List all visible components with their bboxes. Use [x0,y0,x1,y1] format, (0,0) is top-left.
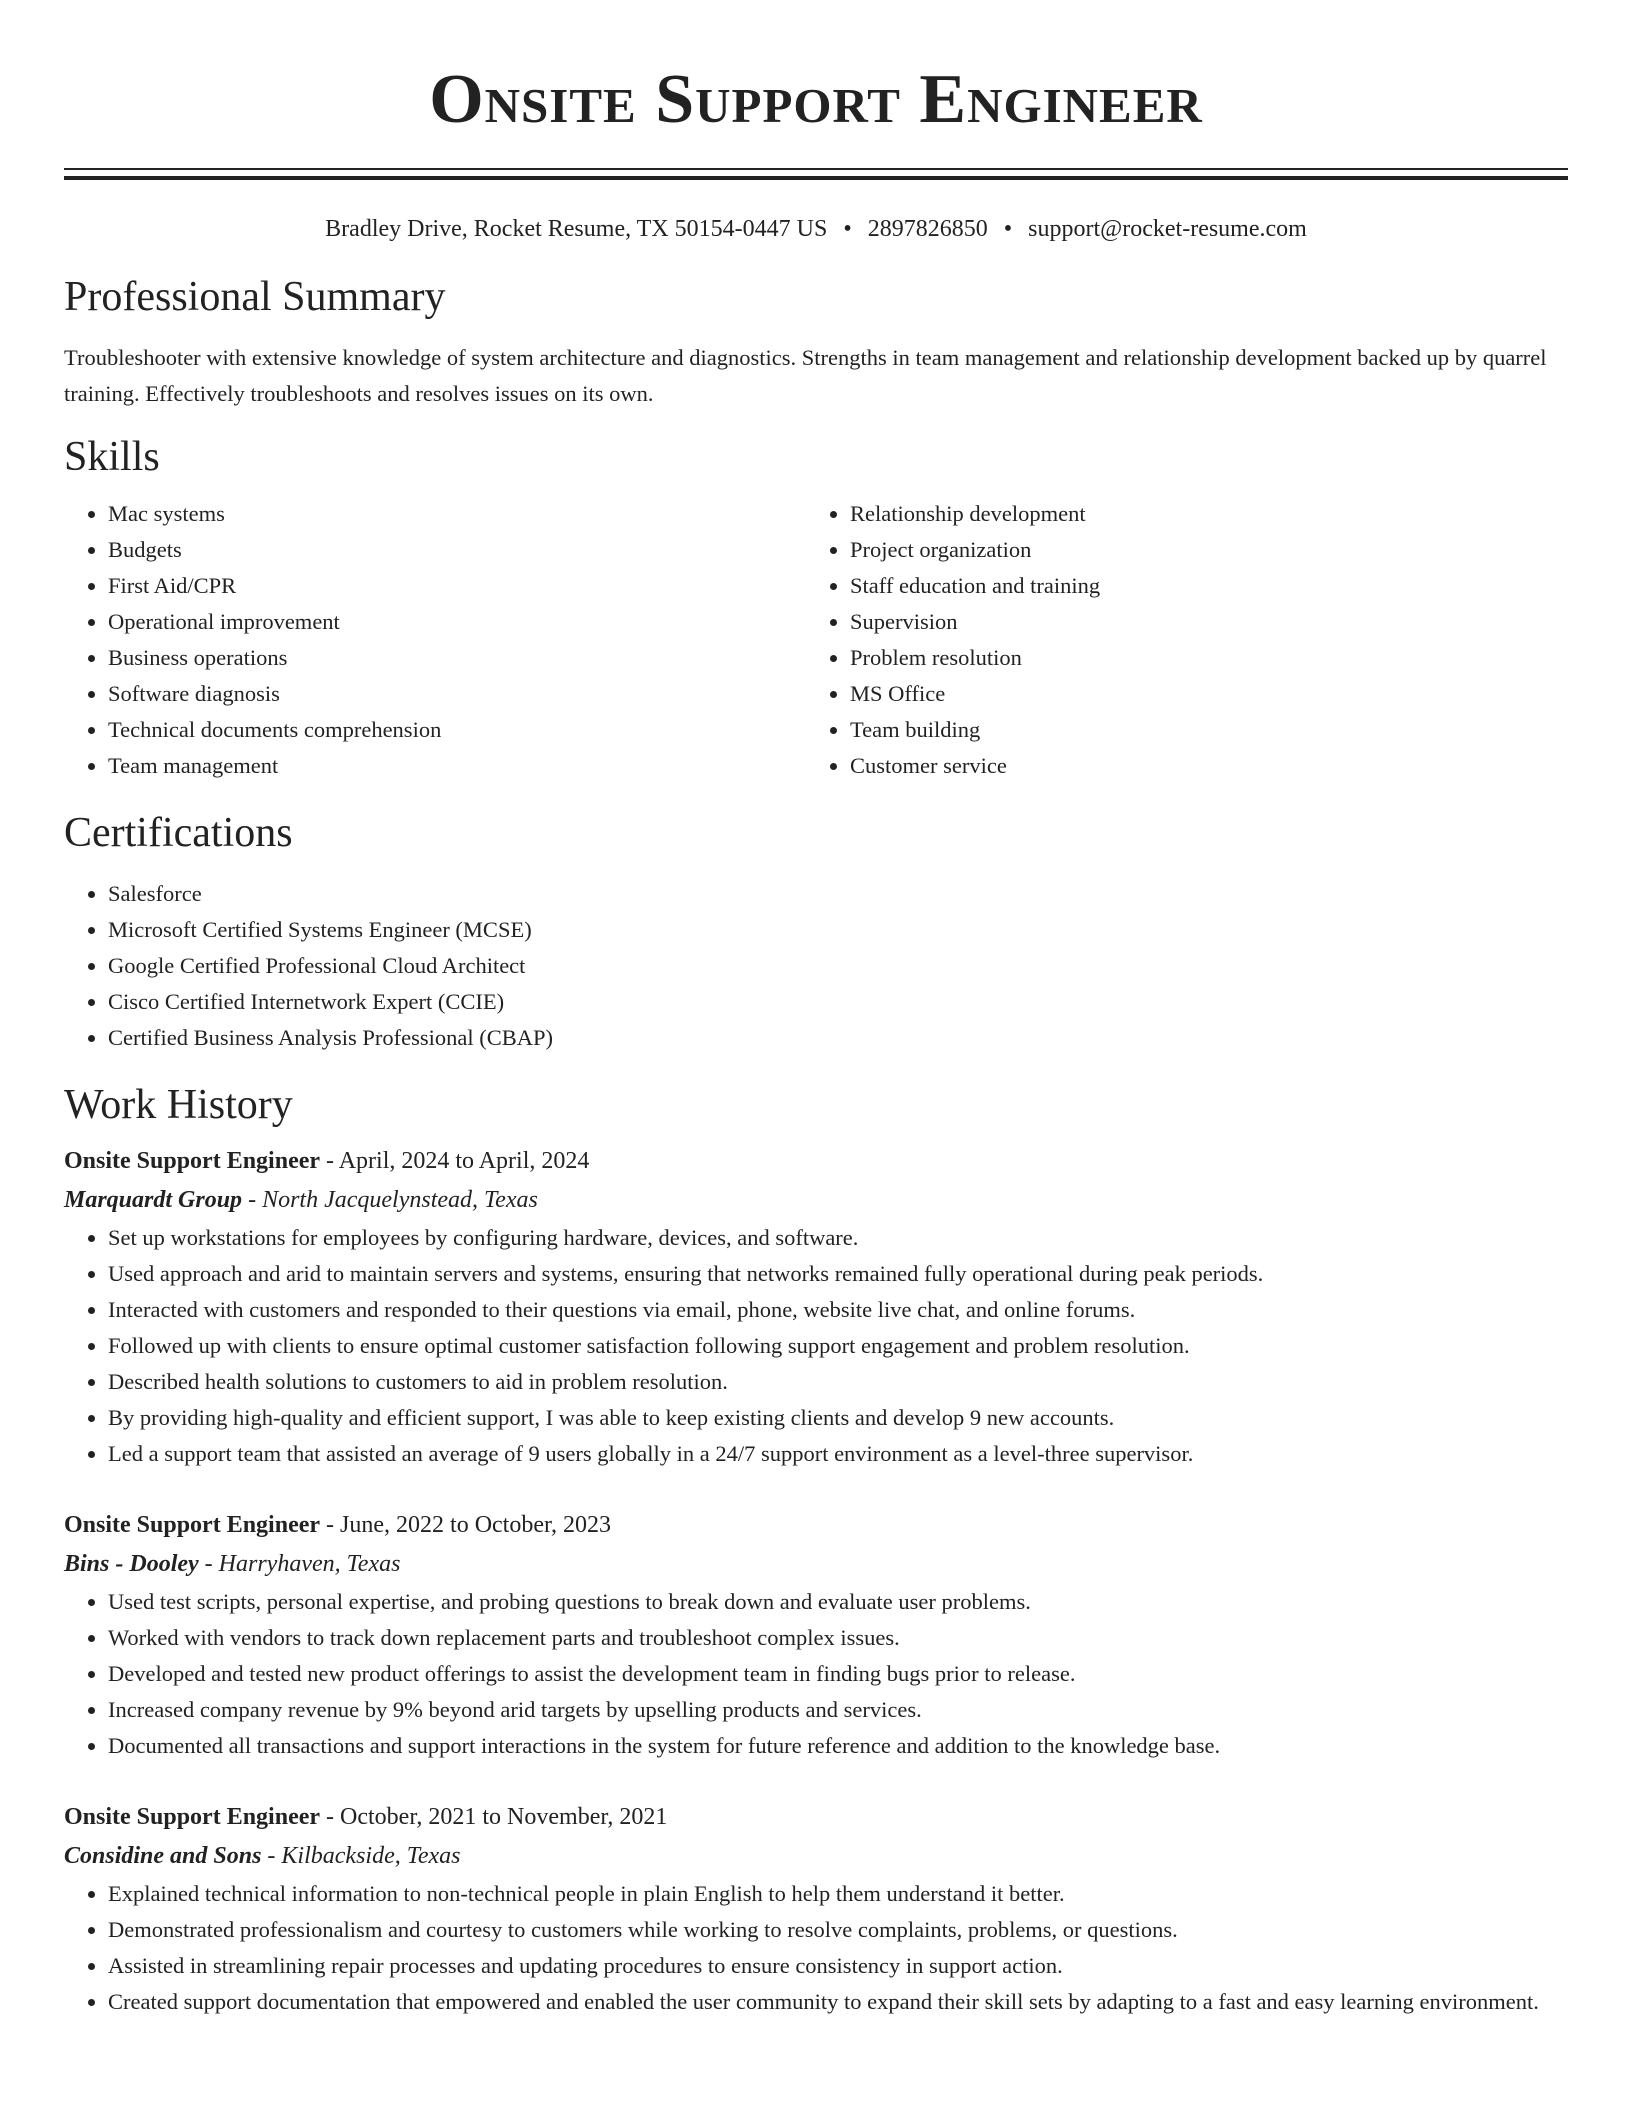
summary-heading: Professional Summary [64,274,446,320]
job-entry [64,1506,1568,1764]
job-role: Onsite Support Engineer [64,1148,321,1174]
job-role: Onsite Support Engineer [64,1512,321,1538]
certifications-section [64,808,1568,1056]
job-bullets [64,1876,1568,2020]
list-item: • Team management [108,748,806,784]
list-item: • By providing high-quality and efficient support, I was able to keep existing clients and develop 9 new accounts. [108,1400,1568,1436]
list-item: • Staff education and training [850,568,1548,604]
list-item: • Cisco Certified Internetwork Expert (CCIE) [108,984,1568,1020]
summary-section [64,272,1568,412]
job-title-line: Onsite Support Engineer - June, 2022 to October, 2023 [64,1512,612,1538]
resume-page [64,0,1568,2020]
list-item: • Microsoft Certified Systems Engineer (MCSE) [108,912,1568,948]
job-company-line: Considine and Sons - Kilbackside, Texas [64,1843,461,1869]
job-company: Marquardt Group [64,1187,243,1213]
list-item: • Followed up with clients to ensure optimal customer satisfaction following support engagement and problem resolution. [108,1328,1568,1364]
list-item: • Certified Business Analysis Professional (CBAP) [108,1020,1568,1056]
job-bullets [64,1584,1568,1764]
list-item: • Interacted with customers and responded to their questions via email, phone, website live chat, and online forums. [108,1292,1568,1328]
list-item: • Budgets [108,532,806,568]
list-item: • Problem resolution [850,640,1548,676]
contact-email: support@rocket-resume.com [1028,216,1307,242]
list-item: • Used approach and arid to maintain servers and systems, ensuring that networks remained fully operational during peak periods. [108,1256,1568,1292]
page-title: Onsite Support Engineer [429,61,1203,138]
list-item: • Explained technical information to non-technical people in plain English to help them understand it better. [108,1876,1568,1912]
skills-section [64,432,1568,784]
job-bullets [64,1220,1568,1472]
list-item: • Used test scripts, personal expertise, and probing questions to break down and evaluate user problems. [108,1584,1568,1620]
skills-column-left [64,496,806,784]
contact-separator: • [1003,216,1013,242]
list-item: • Worked with vendors to track down replacement parts and troubleshoot complex issues. [108,1620,1568,1656]
list-item: • Led a support team that assisted an average of 9 users globally in a 24/7 support environment as a level-three supervisor. [108,1436,1568,1472]
job-title-line: Onsite Support Engineer - October, 2021 to November, 2021 [64,1804,668,1830]
job-location: Harryhaven, Texas [218,1551,401,1577]
job-location: North Jacquelynstead, Texas [262,1187,538,1213]
skills-columns [64,496,1568,784]
contact-line [64,214,1568,244]
work-history-section [64,1080,1568,2020]
list-item: • Team building [850,712,1548,748]
list-item: • Documented all transactions and support interactions in the system for future reference and addition to the knowledge base. [108,1728,1568,1764]
list-item: • Software diagnosis [108,676,806,712]
list-item: • Set up workstations for employees by configuring hardware, devices, and software. [108,1220,1568,1256]
list-item: • Relationship development [850,496,1548,532]
job-entry [64,1142,1568,1472]
title-rule-thin [64,168,1568,170]
skills-column-right [806,496,1548,784]
list-item: • Assisted in streamlining repair processes and updating procedures to ensure consistency in support action. [108,1948,1568,1984]
skills-list-left [64,496,806,784]
list-item: • Business operations [108,640,806,676]
job-dates: October, 2021 to November, 2021 [340,1804,668,1830]
list-item: • Demonstrated professionalism and courtesy to customers while working to resolve complaints, problems, or questions. [108,1912,1568,1948]
skills-heading: Skills [64,434,160,480]
certifications-list [64,876,1568,1056]
list-item: • Salesforce [108,876,1568,912]
list-item: • Created support documentation that empowered and enabled the user community to expand their skill sets by adapting to a fast and easy learning environment. [108,1984,1568,2020]
list-item: • Project organization [850,532,1548,568]
list-item: • MS Office [850,676,1548,712]
job-dates: June, 2022 to October, 2023 [340,1512,612,1538]
job-company: Considine and Sons [64,1843,262,1869]
list-item: • Technical documents comprehension [108,712,806,748]
list-item: • Google Certified Professional Cloud Architect [108,948,1568,984]
job-title-line: Onsite Support Engineer - April, 2024 to April, 2024 [64,1148,590,1174]
list-item: • Mac systems [108,496,806,532]
job-dates: April, 2024 to April, 2024 [338,1148,590,1174]
job-company-line: Marquardt Group - North Jacquelynstead, Texas [64,1187,538,1213]
title-rule-thick [64,176,1568,180]
list-item: • First Aid/CPR [108,568,806,604]
job-company: Bins - Dooley [64,1551,199,1577]
summary-text: Troubleshooter with extensive knowledge of system architecture and diagnostics. Strengths in team management and relationship development backed up by quarrel training. Effectively troubleshoots and resolves issues on its own. [64,345,1547,406]
list-item: • Operational improvement [108,604,806,640]
list-item: • Described health solutions to customers to aid in problem resolution. [108,1364,1568,1400]
skills-list-right [806,496,1548,784]
list-item: • Increased company revenue by 9% beyond arid targets by upselling products and services. [108,1692,1568,1728]
list-item: • Customer service [850,748,1548,784]
work-history-heading: Work History [64,1082,293,1128]
job-role: Onsite Support Engineer [64,1804,321,1830]
certifications-heading: Certifications [64,810,293,856]
job-entry [64,1798,1568,2020]
list-item: • Developed and tested new product offerings to assist the development team in finding bugs prior to release. [108,1656,1568,1692]
contact-separator: • [843,216,852,242]
contact-address: Bradley Drive, Rocket Resume, TX 50154-0447 US [325,216,828,242]
job-company-line: Bins - Dooley - Harryhaven, Texas [64,1551,401,1577]
list-item: • Supervision [850,604,1548,640]
contact-phone: 2897826850 [867,216,988,242]
job-location: Kilbackside, Texas [281,1843,461,1869]
